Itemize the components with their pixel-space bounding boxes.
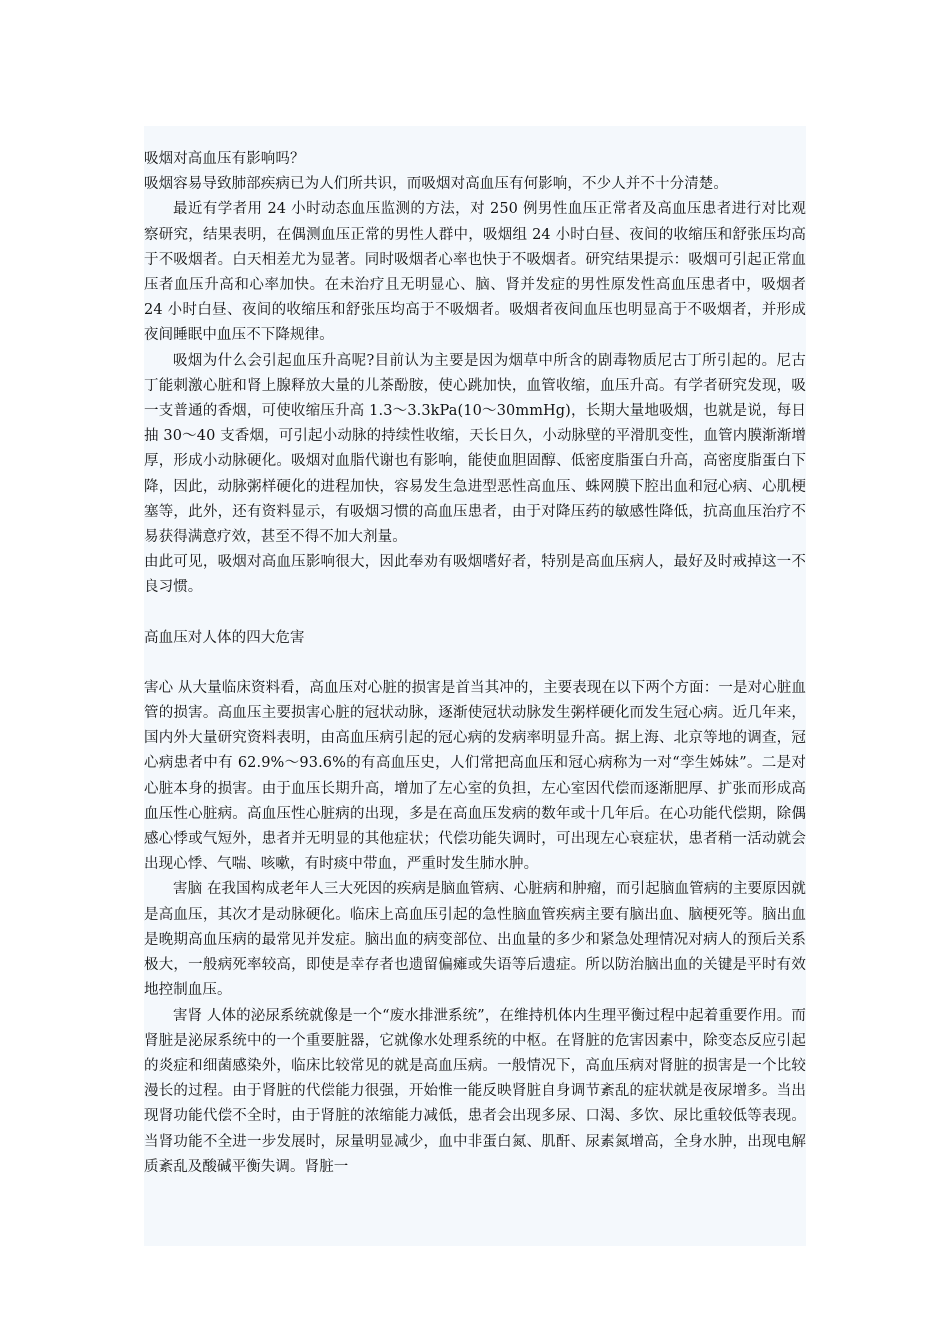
section-title-smoking: 吸烟对高血压有影响吗？ bbox=[144, 151, 305, 167]
paragraph-study: 最近有学者用 24 小时动态血压监测的方法，对 250 例男性血压正常者及高血压患者进行对比观察研究，结果表明，在偶测血压正常的男性人群中，吸烟组 24 小时白昼、夜间的收缩压和舒张压均高于不吸烟者。白天相差尤为显著。同时吸烟者心率也快于不吸烟者。研究结果提示：吸烟可引起正常血压者血压升高和心率加快。在未治疗且无明显心、脑、肾并发症的男性原发性高血压患者中，吸烟者 24 小时白昼、夜间的收缩压和舒张压均高于不吸烟者。吸烟者夜间血压也明显高于不吸烟者，并形成夜间睡眠中血压不下降规律。 bbox=[144, 201, 806, 344]
paragraph-kidney: 害肾 人体的泌尿系统就像是一个“废水排泄系统”，在维持机体内生理平衡过程中起着重要作用。而肾脏是泌尿系统中的一个重要脏器，它就像水处理系统的中枢。在肾脏的危害因素中，除变态反应引起的炎症和细菌感染外，临床比较常见的就是高血压病。一般情况下，高血压病对肾脏的损害是一个比较漫长的过程。由于肾脏的代偿能力很强，开始惟一能反映肾脏自身调节紊乱的症状就是夜尿增多。当出现肾功能代偿不全时，由于肾脏的浓缩能力减低，患者会出现多尿、口渴、多饮、尿比重较低等表现。当肾功能不全进一步发展时，尿量明显减少，血中非蛋白氮、肌酐、尿素氮增高，全身水肿，出现电解质紊乱及酸碱平衡失调。肾脏一 bbox=[144, 1007, 806, 1175]
paragraph-brain: 害脑 在我国构成老年人三大死因的疾病是脑血管病、心脏病和肿瘤，而引起脑血管病的主要原因就是高血压，其次才是动脉硬化。临床上高血压引起的急性脑血管疾病主要有脑出血、脑梗死等。脑出血是晚期高血压病的最常见并发症。脑出血的病变部位、出血量的多少和紧急处理情况对病人的预后关系极大，一般病死率较高，即使是幸存者也遗留偏瘫或失语等后遗症。所以防治脑出血的关键是平时有效地控制血压。 bbox=[144, 881, 806, 999]
paragraph-mechanism: 吸烟为什么会引起血压升高呢?目前认为主要是因为烟草中所含的剧毒物质尼古丁所引起的。尼古丁能刺激心脏和肾上腺释放大量的儿茶酚胺，使心跳加快，血管收缩，血压升高。有学者研究发现，吸一支普通的香烟，可使收缩压升高 1.3～3.3kPa(10～30mmHg)，长期大量地吸烟，也就是说，每日抽 30～40 支香烟，可引起小动脉的持续性收缩，天长日久，小动脉壁的平滑肌变性，血管内膜渐渐增厚，形成小动脉硬化。吸烟对血脂代谢也有影响，能使血胆固醇、低密度脂蛋白升高，高密度脂蛋白下降，因此，动脉粥样硬化的进程加快，容易发生急进型恶性高血压、蛛网膜下腔出血和冠心病、心肌梗塞等，此外，还有资料显示，有吸烟习惯的高血压患者，由于对降压药的敏感性降低，抗高血压治疗不易获得满意疗效，甚至不得不加大剂量。 bbox=[144, 352, 806, 546]
document-page bbox=[144, 126, 806, 1246]
blank-line bbox=[144, 601, 806, 626]
paragraph-heart: 害心 从大量临床资料看，高血压对心脏的损害是首当其冲的，主要表现在以下两个方面：一是对心脏血管的损害。高血压主要损害心脏的冠状动脉，逐渐使冠状动脉发生粥样硬化而发生冠心病。近几年来，国内外大量研究资料表明，由高血压病引起的冠心病的发病率明显升高。据上海、北京等地的调查，冠心病患者中有 62.9%～93.6%的有高血压史，人们常把高血压和冠心病称为一对“孪生姊妹”。二是对心脏本身的损害。由于血压长期升高，增加了左心室的负担，左心室因代偿而逐渐肥厚、扩张而形成高血压性心脏病。高血压性心脏病的出现，多是在高血压发病的数年或十几年后。在心功能代偿期，除偶感心悸或气短外，患者并无明显的其他症状；代偿功能失调时，可出现左心衰症状，患者稍一活动就会出现心悸、气喘、咳嗽，有时痰中带血，严重时发生肺水肿。 bbox=[144, 679, 806, 873]
document-body bbox=[144, 147, 806, 1180]
blank-line bbox=[144, 651, 806, 676]
section-title-hazards: 高血压对人体的四大危害 bbox=[144, 629, 305, 646]
paragraph-intro: 吸烟容易导致肺部疾病已为人们所共识，而吸烟对高血压有何影响，不少人并不十分清楚。 bbox=[144, 176, 728, 193]
paragraph-conclusion: 由此可见，吸烟对高血压影响很大，因此奉劝有吸烟嗜好者，特别是高血压病人，最好及时戒掉这一不良习惯。 bbox=[144, 554, 806, 596]
